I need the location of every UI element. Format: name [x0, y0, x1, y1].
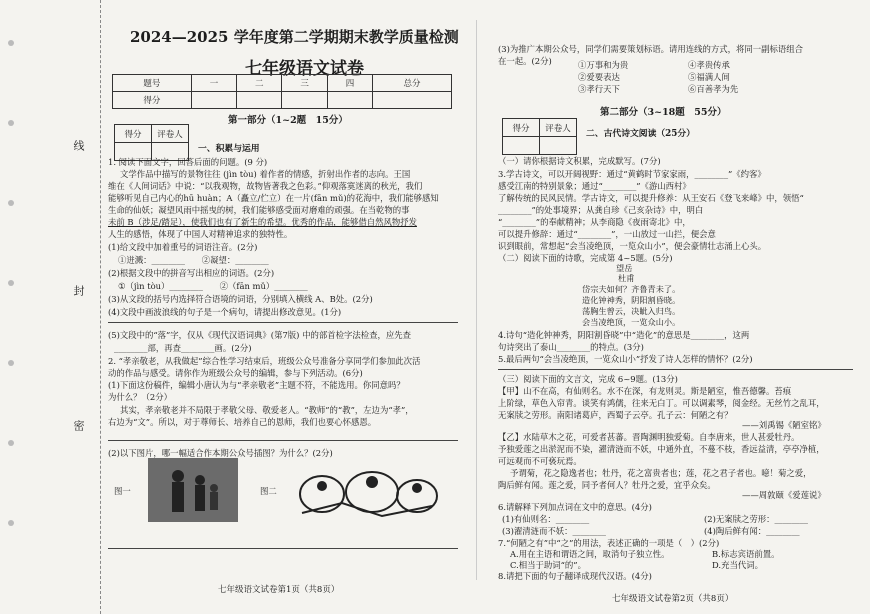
answer-rule[interactable] — [108, 322, 458, 323]
question-1-2: (2)根据文段中的拼音写出相应的词语。(2分) — [108, 268, 275, 278]
fill-line[interactable]: 可以提升修辞：通过“________”，一山放过一山拦，便会意 — [498, 229, 716, 239]
page-footer-right: 七年级语文试卷第2页（共8页） — [612, 594, 734, 604]
slogan-option[interactable]: ⑥百善孝为先 — [688, 84, 739, 94]
score-header: 总分 — [373, 75, 452, 92]
fill-line[interactable]: 3.学古诗文，可以开阔视野：通过“黄鹤时节家家雨，________”《约客》 — [498, 169, 766, 179]
poem-author: 杜甫 — [618, 273, 635, 283]
score-header: 题号 — [113, 75, 192, 92]
passage-line: 能够听见自己内心的hū huàn；A（矗立/伫立）在一片(fān mǔ)的花海中，我们能够感知 — [108, 193, 439, 203]
question-4: 4.诗句“造化钟神秀，阴阳割昏晓”中“造化”的意思是________，这两 — [498, 330, 750, 340]
grader-cell[interactable] — [540, 137, 577, 155]
part2-heading: 第二部分（3~18题 55分） — [600, 107, 727, 118]
grader-box — [502, 118, 577, 155]
slogan-option[interactable]: ③孝行天下 — [578, 84, 620, 94]
question-2-3-cont: 在一起。(2分) — [498, 56, 552, 66]
poem-line: 会当凌绝顶，一览众山小。 — [582, 317, 681, 327]
column-divider — [476, 20, 477, 580]
classical-text: 无案牍之劳形。南阳诸葛庐，西蜀子云亭。孔子云：何陋之有？ — [498, 410, 733, 420]
question-7: 7.“何陋之有”中“之”的用法，表述正确的一项是（ ）(2分) — [498, 538, 720, 548]
question-2: 2. “孝亲敬老，从我做起”综合性学习结束后，班级公众号准备分享同学们参加此次活 — [108, 356, 421, 366]
score-table — [112, 74, 452, 109]
poem-title: 望岳 — [616, 263, 633, 273]
grader-box — [114, 124, 189, 161]
answer-line[interactable]: (2)无案牍之劳形：________ — [704, 514, 808, 524]
figure-1-label: 图一 — [114, 486, 131, 496]
choice-b[interactable]: B.标志宾语前置。 — [712, 549, 780, 559]
grader-label: 得分 — [503, 119, 540, 137]
question-2-3: (3)为推广本期公众号，同学们需要策划标语。请用连线的方式，将同一副标语组合 — [498, 44, 803, 54]
margin-label-seal: 封 — [72, 285, 85, 298]
section-heading: 一、积累与运用 — [198, 144, 260, 154]
subsection-heading: （一）请你根据诗文积累，完成默写。(7分) — [498, 156, 661, 166]
choice-c[interactable]: C.相当于助词“的”。 — [510, 560, 586, 570]
classical-text: 予独爱莲之出淤泥而不染，濯清涟而不妖，中通外直，不蔓不枝，香远益清，亭亭净植， — [498, 444, 825, 454]
grader-label: 得分 — [115, 125, 152, 143]
answer-line[interactable]: (3)濯清涟而不妖：________ — [502, 526, 606, 536]
fill-line[interactable]: “________”的奉献精神；从李商隐《夜雨寄北》中， — [498, 217, 691, 227]
answer-rule[interactable] — [108, 548, 458, 549]
question-1-4: (4)文段中画波浪线的句子是一个病句，请提出修改意见。(1分) — [108, 307, 342, 317]
question-1: 1. 阅读下面文字，回答后面的问题。(9 分) — [108, 157, 268, 167]
score-header: 二 — [237, 75, 282, 92]
grader-cell[interactable] — [503, 137, 540, 155]
question-1-3: (3)从文段的括号内选择符合语境的词语，分别填入横线 A、B处。(2分) — [108, 294, 373, 304]
passage-line: 人生的感悟，体现了中国人对精神追求的独特性。 — [108, 229, 293, 239]
question-6: 6.请解释下列加点词在文中的意思。(4分) — [498, 502, 652, 512]
answer-line[interactable]: (4)陶后鲜有闻：________ — [704, 526, 800, 536]
cartoon-group-icon — [282, 458, 447, 522]
score-cell[interactable] — [237, 92, 282, 109]
question-2-1-cont: 为什么？（2分） — [108, 392, 172, 402]
answer-line[interactable]: ①（jìn tòu）________ ②（fān mǔ）________ — [118, 281, 308, 291]
passage-line: 生命的仙妖；凝望风雨中摇曳的树，我们能够感受面对磨难的顽强。在当乾物的事 — [108, 205, 410, 215]
score-header: 三 — [282, 75, 327, 92]
classical-text: 【乙】水陆草木之花，可爱者甚蕃。晋陶渊明独爱菊。自李唐来，世人甚爱牡丹。 — [498, 432, 800, 442]
score-cell[interactable] — [327, 92, 372, 109]
family-silhouette-icon — [148, 458, 238, 522]
slogan-option[interactable]: ①万事和为贵 — [578, 60, 629, 70]
answer-rule[interactable] — [498, 369, 853, 370]
score-cell[interactable] — [191, 92, 236, 109]
fill-line[interactable]: 了解传统的民风民情。学古诗文，可以提升修养：从王安石《登飞来峰》中，领悟“ — [498, 193, 804, 203]
classical-text: 【甲】山不在高，有仙则名。水不在深，有龙则灵。斯是陋室，惟吾德馨。苔痕 — [498, 386, 792, 396]
answer-line[interactable]: ①迸溅：________ ②凝望：________ — [118, 255, 269, 265]
slogan-option[interactable]: ②爱要表达 — [578, 72, 620, 82]
poem-line: 岱宗夫如何？齐鲁青未了。 — [582, 284, 681, 294]
question-5: 5.最后两句“会当凌绝顶，一览众山小”抒发了诗人怎样的情怀？(2分) — [498, 354, 753, 364]
figure-2-image — [282, 458, 447, 522]
source-line: ——周敦颐《爱莲说》 — [742, 490, 826, 500]
classical-text: 予谓菊，花之隐逸者也；牡丹，花之富贵者也；莲，花之君子者也。噫！菊之爱， — [510, 468, 812, 478]
question-2-cont: 动的作品与感受。请你作为班级公众号的编辑，参与下列活动。(6分) — [108, 368, 363, 378]
manuscript-text: 其实，孝亲敬老并不局限于孝敬父母、敬爱老人。“教师”的“教”，左边为“孝”， — [120, 405, 414, 415]
score-cell[interactable] — [282, 92, 327, 109]
subsection-heading: （三）阅读下面的文言文，完成 6~9题。(13分) — [498, 374, 678, 384]
grader-label: 评卷人 — [152, 125, 189, 143]
question-1-1: (1)给文段中加着重号的词语注音。(2分) — [108, 242, 258, 252]
passage-line: 维在《人间词话》中说：“以我观物，故物皆著我之色彩。”仰观落寞迷离的秋光，我们 — [108, 181, 423, 191]
choice-d[interactable]: D.充当代词。 — [712, 560, 763, 570]
part1-heading: 第一部分（1~2题 15分） — [228, 115, 348, 126]
manuscript-text: 右边为“文”。所以，对于尊师长、培养自己的恩师，我们也要心怀感恩。 — [108, 417, 377, 427]
exam-title: 2024—2025 学年度第二学期期末教学质量检测 — [130, 28, 459, 46]
score-header: 四 — [327, 75, 372, 92]
fill-line: 识到眼前，常想起“会当凌绝顶，一览众山小”，便会豪情壮志涌上心头。 — [498, 241, 767, 251]
slogan-option[interactable]: ④孝贵传承 — [688, 60, 730, 70]
score-cell[interactable] — [373, 92, 452, 109]
poem-line: 荡胸生曾云，决眦入归鸟。 — [582, 306, 681, 316]
question-1-5: (5)文段中的“落”字，仅从《现代汉语词典》(第7版) 中的部首检字法检查，应先查 — [108, 330, 411, 340]
margin-label-secret: 密 — [72, 420, 85, 433]
fill-line[interactable]: ________”的处事境界；从龚自珍《己亥杂诗》中，明白 — [498, 205, 704, 215]
question-2-2: (2)以下图片，哪一幅适合作本期公众号插图？为什么？(2分) — [108, 448, 333, 458]
question-8: 8.请把下面的句子翻译成现代汉语。(4分) — [498, 571, 652, 581]
slogan-option[interactable]: ⑤福满人间 — [688, 72, 730, 82]
fill-line[interactable]: 感受江南的特别景象；通过“________”《游山西村》 — [498, 181, 691, 191]
section-heading: 二、古代诗文阅读（25分） — [586, 129, 696, 139]
subsection-heading: （二）阅读下面的诗歌，完成第 4~5题。(5分) — [498, 253, 673, 263]
figure-1-image — [148, 458, 238, 522]
passage-line: 未前 B（涉足/踏足），使我们也有了新生的希望。优秀的作品，能够借自然风物抒发 — [108, 217, 417, 227]
classical-text: 陶后鲜有闻。莲之爱，同予者何人？牡丹之爱，宜乎众矣。 — [498, 480, 716, 490]
question-2-1: (1)下面这份稿件，编辑小唐认为与“孝亲敬老”主题不符，不能选用。你同意吗？ — [108, 380, 405, 390]
score-header: 一 — [191, 75, 236, 92]
passage-line: 文学作品中描写的景物往往 (jìn tòu) 着作者的情感，折射出作者的志向。王国 — [120, 169, 411, 179]
answer-line[interactable]: (1)有仙则名：________ — [502, 514, 590, 524]
page-footer-left: 七年级语文试卷第1页（共8页） — [218, 585, 340, 595]
answer-rule[interactable] — [108, 440, 458, 441]
classical-text: 可远观而不可亵玩焉。 — [498, 456, 582, 466]
margin-label-line: 线 — [72, 140, 85, 153]
classical-text: 上阶绿，草色入帘青。谈笑有鸿儒，往来无白丁。可以调素琴，阅金经。无丝竹之乱耳， — [498, 398, 825, 408]
score-row-label: 得分 — [113, 92, 192, 109]
binding-margin — [0, 0, 101, 614]
grader-label: 评卷人 — [540, 119, 577, 137]
figure-2-label: 图二 — [260, 486, 277, 496]
source-line: ——刘禹锡《陋室铭》 — [742, 420, 826, 430]
exam-subtitle: 七年级语文试卷 — [245, 59, 364, 79]
poem-line: 造化钟神秀，阴阳割昏晓。 — [582, 295, 681, 305]
answer-line[interactable]: ________部，再查________画。(2分) — [114, 343, 252, 353]
choice-a[interactable]: A.用在主语和谓语之间，取消句子独立性。 — [510, 549, 670, 559]
question-4-cont: 句诗突出了泰山________的特点。(3分) — [498, 342, 644, 352]
